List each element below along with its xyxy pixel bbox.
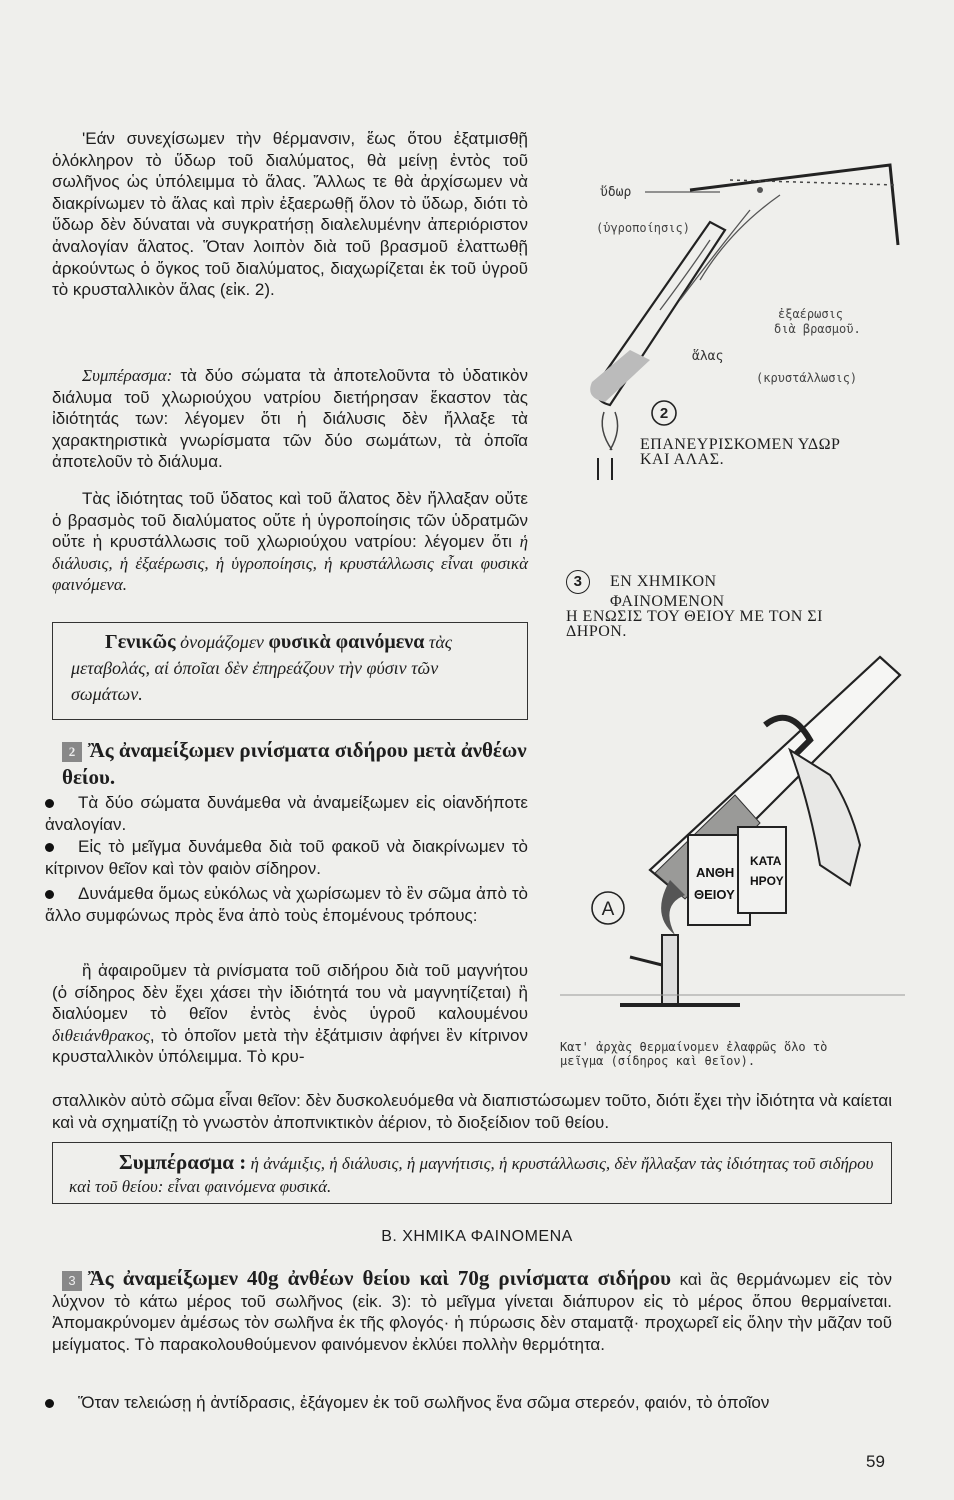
figure-3-illustration: [560, 645, 920, 1030]
paragraph-physical-phenomena: [52, 488, 528, 596]
conclusion-box: [52, 1142, 892, 1204]
paragraph-salt-residue: 'Εάν συνεχίσωμεν τὴν θέρμανσιν, ἕως ὅτου ἐξατμισθῇ ὁλόκληρον τὸ ὕδωρ τοῦ διαλύματος, θὰ μείνῃ ἐντὸς τοῦ σωλῆνος ὡς ὑπόλειμμα τὸ ἅλας. Ἄλλως τε θὰ ἀρχίσωμεν νὰ διακρίνωμεν τὸ ἅλας καὶ πρὶν ἐξαερωθῇ ὅλον τὸ ὕδωρ, διότι τὸ ὕδωρ δὲν δύναται νὰ συγκρατήσῃ διαλελυμένην ἀπεριόριστον ἀναλογίαν ἅλατος. Ὅταν λοιπὸν διὰ τοῦ βρασμοῦ ἐλαττωθῇ ἀρκούντως ὁ ὄγκος τοῦ διαλύματος, διαχωρίζεται ἐκ τοῦ ὑγροῦ τὸ κρυσταλλικὸν ἅλας (εἰκ. 2).: [52, 129, 528, 300]
section-2-title: Ἂς ἀναμείξωμεν ρινίσματα σιδήρου μετὰ ἀνθέων θείου.: [62, 738, 527, 789]
figure-2-caption-line1: ΕΠΑΝΕΥΡΙΣΚΟΜΕΝ ΥΔΩΡ: [640, 436, 841, 453]
paragraph-reaction: [52, 1268, 892, 1355]
figure-2-caption: [640, 437, 940, 467]
separation-text-b: , τὸ ὁποῖον μετὰ τὴν ἐξάτμισιν ἀφήνει ἓν κίτρινον κρυσταλλικὸν ὑπόλειμμα. Τὸ κρυ-: [52, 1025, 528, 1067]
conclusion-box-text: ἡ ἀνάμιξις, ἡ διάλυσις, ἡ μαγνήτισις, ἡ κρυστάλλωσις, δὲν ἤλλαξαν τὰς ἰδιότητας τοῦ σιδήρου καὶ τοῦ θείου: εἶναι φαινόμενα φυσικά.: [69, 1154, 874, 1196]
label-crystallization: (κρυστάλλωσις): [756, 371, 858, 385]
jar-label-iron: ΗΡΟΥ: [750, 874, 784, 888]
figure-3-caption-line2: ΦΑΙΝΟΜΕΝΟΝ: [610, 593, 725, 610]
flame: [602, 412, 617, 450]
vapor-lines: [660, 195, 780, 310]
marker-a: A: [601, 899, 615, 920]
carbon-disulfide-term: διθειάνθρακος: [52, 1025, 150, 1045]
label-salt: ἅλας: [692, 349, 724, 364]
figure-3-bottom-caption-line2: μεῖγμα (σίδηρος καὶ θεῖον).: [560, 1054, 756, 1068]
jar-label-filings: ΚΑΤΑ: [750, 854, 782, 868]
gas-inlet: [630, 957, 662, 965]
physical-phenomena-italic: ἡ διάλυσις, ἡ ἐξαέρωσις, ἡ ὑγροποίησις, ἡ κρυστάλλωσις εἶναι φυσικὰ φαινόμενα.: [52, 532, 528, 595]
bullet-dot: [45, 890, 54, 899]
definition-rest: τὰς μεταβολάς, αἱ ὁποῖαι δὲν ἐπηρεάζουν τὴν φύσιν τῶν σωμάτων.: [71, 632, 453, 704]
figure-3-caption: [566, 570, 916, 639]
section-3-text: καὶ ἂς θερμάνωμεν εἰς τὸν λύχνον τὸ κάτω μέρος τοῦ σωλῆνος (εἰκ. 3): τὸ μεῖγμα γίνεται διάπυρον εἰς τὸ μέρος ὅπου θερμαίνεται. Ἀπομακρύνομεν ἀμέσως τὸν σωλῆνα ἐκ τῆς φλογός· ἡ πύρωσις δὲν σταματᾷ· προχωρεῖ εἰς ὅλην τὴν μᾶζαν τοῦ μείγματος. Τὸ παρακολουθούμενον φαινόμενον ἐκλύει πολλὴν θερμότητα.: [52, 1270, 892, 1354]
label-liquefaction: (ὑγροποίησις): [596, 221, 690, 235]
condenser-tube: [690, 165, 898, 245]
bullet-item-3: [45, 883, 528, 926]
section-3-title: Ἂς ἀναμείξωμεν 40g ἀνθέων θείου καὶ 70g ρινίσματα σιδήρου: [88, 1266, 672, 1290]
label-evaporation: ἐξαέρωσις: [778, 307, 844, 321]
paragraph-sulfur-proof: σταλλικὸν αὐτὸ σῶμα εἶναι θεῖον: δὲν δυσκολευόμεθα νὰ διαπιστώσωμεν τοῦτο, διότι ἔχει τὴν ἰδιότητα νὰ καίεται καὶ νὰ σχηματίζῃ τὸ γνωστὸν ἀποπνικτικὸν ἀέριον, τὸ διοξείδιον τοῦ θείου.: [52, 1091, 892, 1132]
separation-text-a: ἢ ἀφαιροῦμεν τὰ ρινίσματα τοῦ σιδήρου διὰ τοῦ μαγνήτου (ὁ σίδηρος δὲν ἔχει χάσει τὴν ἰδιότητά του νὰ μαγνητίζεται) ἢ διαλύομεν τὸ θεῖον ἐντὸς ἑνὸς ὑγροῦ καλουμένου: [52, 961, 528, 1024]
bullet-item-4: [45, 1392, 892, 1414]
label-water: ὕδωρ: [600, 185, 632, 200]
bullet-3-text: Δυνάμεθα ὅμως εὐκόλως νὰ χωρίσωμεν τὸ ἓν σῶμα ἀπὸ τὸ ἄλλο συμφώνως πρὸς ἕνα ἀπὸ τοὺς ἑπομένους τρόπους:: [45, 884, 528, 925]
figure-3-bottom-caption: [560, 1040, 905, 1068]
conclusion-label: Συμπέρασμα:: [82, 366, 173, 385]
definition-lead: Γενικῶς: [105, 631, 176, 653]
physical-phenomena-text: Τὰς ἰδιότητας τοῦ ὕδατος καὶ τοῦ ἅλατος δὲν ἤλλαξαν οὔτε ὁ βρασμὸς τοῦ διαλύματος οὔτε ἡ ὑγροποίησις τῶν ὑδρατμῶν οὔτε ἡ κρυστάλλωσις τοῦ χλωριούχου νατρίου: λέγομεν ὅτι: [52, 489, 528, 552]
figure-2-caption-line2: ΚΑΙ ΑΛΑΣ.: [640, 451, 725, 468]
paragraph-conclusion-solution: [52, 365, 528, 473]
figure-2-mark: [757, 187, 763, 193]
section-3-number: 3: [62, 1271, 82, 1291]
section-b-heading: Β. ΧΗΜΙΚΑ ΦΑΙΝΟΜΕΝΑ: [381, 1228, 573, 1245]
bullet-dot: [45, 843, 54, 852]
figure-3-number: 3: [566, 570, 590, 594]
jar-label-flowers: ΑΝΘΗ: [696, 865, 735, 880]
definition-verb: ὀνομάζομεν: [180, 632, 264, 652]
figure-2-number: 2: [659, 405, 669, 422]
definition-term: φυσικὰ φαινόμενα: [268, 631, 425, 653]
figure-3-caption-line3: Η ΕΝΩΣΙΣ ΤΟΥ ΘΕΙΟΥ ΜΕ ΤΟΝ ΣΙ: [566, 608, 823, 625]
jar-iron: [738, 827, 786, 913]
figure-3-caption-line4: ΔΗΡΟΝ.: [566, 623, 627, 640]
bullet-item-1: [45, 792, 528, 835]
bullet-4-text: Ὅταν τελειώσῃ ἡ ἀντίδρασις, ἐξάγομεν ἐκ τοῦ σωλῆνος ἕνα σῶμα στερεόν, φαιόν, τὸ ὁποῖον: [78, 1393, 770, 1412]
bullet-item-2: [45, 836, 528, 879]
figure-3-caption-line1: ΕΝ ΧΗΜΙΚΟΝ: [610, 573, 717, 590]
salt-deposit: [590, 350, 650, 402]
paragraph-separation: [52, 960, 528, 1068]
section-2-number: 2: [62, 742, 82, 762]
bullet-1-text: Τὰ δύο σώματα δυνάμεθα νὰ ἀναμείξωμεν εἰς οἱανδήποτε ἀναλογίαν.: [45, 793, 528, 834]
label-by-boiling: διὰ βρασμοῦ.: [774, 322, 861, 336]
bullet-2-text: Εἰς τὸ μεῖγμα δυνάμεθα διὰ τοῦ φακοῦ νὰ διακρίνωμεν τὸ κίτρινον θεῖον καὶ τὸν φαιὸν σίδηρον.: [45, 837, 528, 878]
jar-label-sulfur: ΘΕΙΟΥ: [694, 887, 735, 902]
bullet-dot: [45, 799, 54, 808]
page-number: 59: [866, 1452, 885, 1471]
definition-box: [52, 622, 528, 720]
conclusion-text: τὰ δύο σώματα τὰ ἀποτελοῦντα τὸ ὑδατικὸν διάλυμα τοῦ χλωριούχου νατρίου διετήρησαν ἕκαστον τὰς ἰδιότητάς των: λέγομεν ὅτι ἡ διάλυσις δὲν ἤλλαξε τὰ χαρακτηριστικὰ γνωρίσματα τῶν δύο σωμάτων, τὰ ὁποῖα ἀποτελοῦν τὸ διάλυμα.: [52, 366, 528, 472]
bullet-dot: [45, 1399, 54, 1408]
conclusion-box-label: Συμπέρασμα :: [119, 1150, 247, 1174]
hand: [790, 750, 860, 885]
section-2-heading: [62, 737, 532, 791]
figure-3-bottom-caption-line1: Κατ' ἀρχὰς θερμαίνομεν ἐλαφρῶς ὅλο τὸ: [560, 1040, 828, 1054]
